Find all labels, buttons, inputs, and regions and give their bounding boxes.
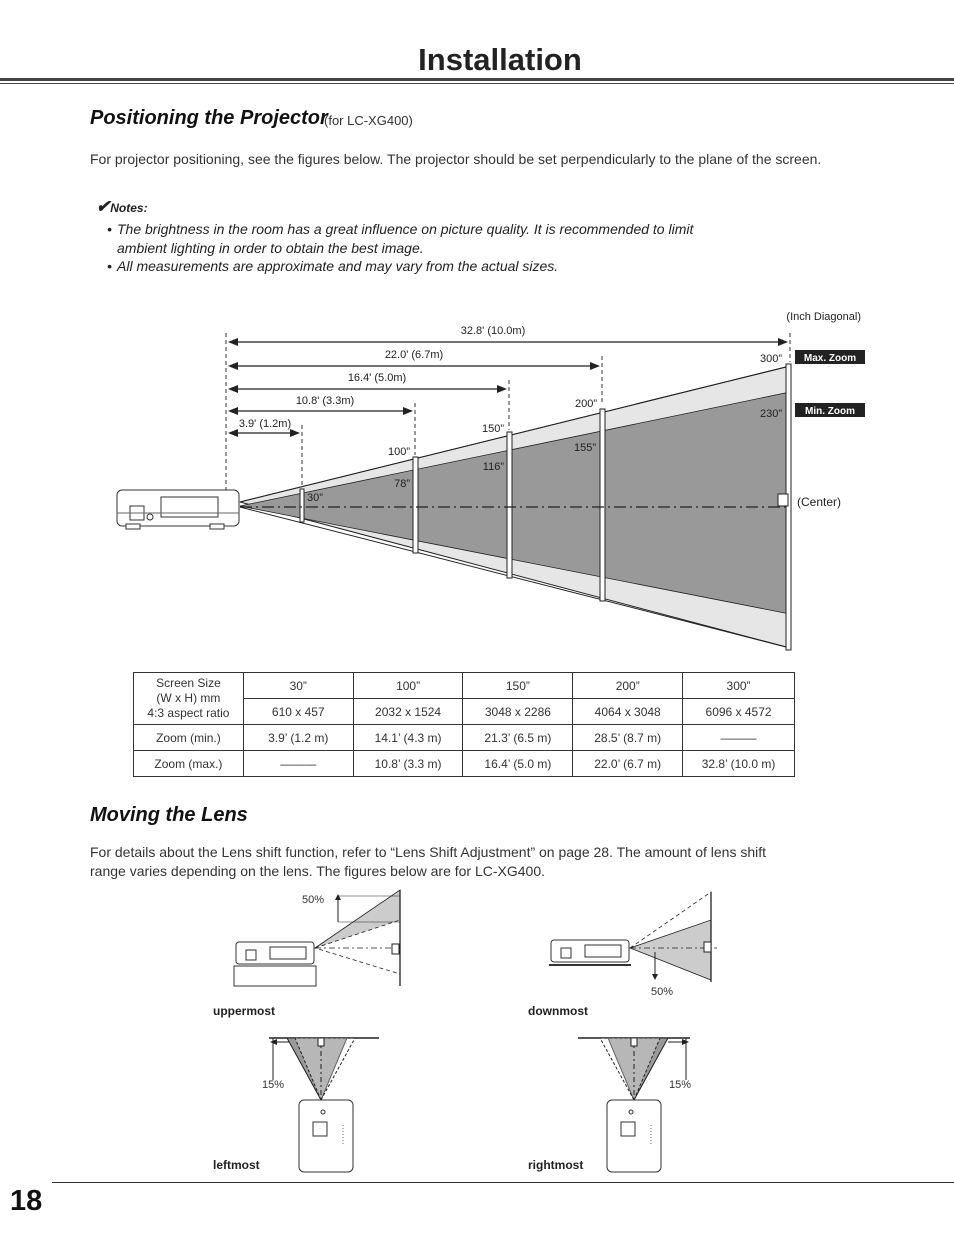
table-cell: 200” xyxy=(573,673,683,699)
table-cell: 32.8’ (10.0 m) xyxy=(683,751,795,777)
table-cell: 10.8’ (3.3 m) xyxy=(353,751,463,777)
title-rule xyxy=(0,78,954,81)
table-cell: 610 x 457 xyxy=(243,699,353,725)
table-cell: 150” xyxy=(463,673,573,699)
header-label-1: Screen Size xyxy=(156,676,221,690)
screen-30 xyxy=(300,489,304,522)
table-row xyxy=(134,725,795,751)
size-150: 150” xyxy=(481,423,504,435)
size-78: 78” xyxy=(394,478,410,490)
size-155: 155” xyxy=(573,442,596,454)
table-cell: 22.0’ (6.7 m) xyxy=(573,751,683,777)
distance-label-1: 32.8' (10.0m) xyxy=(460,325,526,337)
size-100: 100” xyxy=(387,446,410,458)
table-cell: 4064 x 3048 xyxy=(573,699,683,725)
screen-150 xyxy=(507,432,512,578)
distance-label-4: 10.8' (3.3m) xyxy=(295,395,355,407)
rightmost-figure xyxy=(568,1030,708,1175)
rightmost-percent: 15% xyxy=(669,1079,692,1091)
table-cell: 14.1’ (4.3 m) xyxy=(353,725,463,751)
table-row xyxy=(134,751,795,777)
notes-label: Notes: xyxy=(110,201,148,215)
table-header-cell xyxy=(134,673,244,725)
table-row xyxy=(134,673,795,699)
size-300: 300” xyxy=(759,353,782,365)
header-label-3: 4:3 aspect ratio xyxy=(147,706,230,720)
positioning-intro: For projector positioning, see the figures below. The projector should be set perpendicularly to the plane of the screen. xyxy=(90,151,822,167)
screen-200 xyxy=(600,409,605,601)
table-cell: Zoom (min.) xyxy=(134,725,244,751)
size-200: 200” xyxy=(574,398,597,410)
note-1-line-2: ambient lighting in order to obtain the best image. xyxy=(117,240,424,256)
lens-intro-line-2: range varies depending on the lens. The figures below are for LC-XG400. xyxy=(90,863,546,879)
lens-heading: Moving the Lens xyxy=(90,804,248,826)
note-1-line-1: The brightness in the room has a great influence on picture quality. It is recommended to limit xyxy=(117,221,694,237)
note-2: All measurements are approximate and may vary from the actual sizes. xyxy=(117,258,559,274)
table-cell: 300” xyxy=(683,673,795,699)
center-label: (Center) xyxy=(797,495,842,509)
distance-label-5: 3.9' (1.2m) xyxy=(238,418,292,430)
inch-diagonal-label: (Inch Diagonal) xyxy=(786,311,861,323)
table-cell: ——— xyxy=(683,725,795,751)
leftmost-percent: 15% xyxy=(262,1079,285,1091)
note-bullet-1: • xyxy=(107,221,112,237)
throw-distance-diagram xyxy=(0,290,954,660)
center-marker xyxy=(778,494,788,506)
screen-300 xyxy=(786,364,791,650)
max-zoom-label: Max. Zoom xyxy=(803,353,857,364)
rightmost-caption: rightmost xyxy=(528,1158,584,1172)
distance-label-2: 22.0' (6.7m) xyxy=(384,349,444,361)
header-label-2: (W x H) mm xyxy=(156,691,221,705)
uppermost-percent: 50% xyxy=(302,894,325,906)
title-rule-thin xyxy=(0,83,954,84)
table-cell: 3.9’ (1.2 m) xyxy=(243,725,353,751)
lens-intro-line-1: For details about the Lens shift function, refer to “Lens Shift Adjustment” on page 28. The amount of lens shift xyxy=(90,844,767,860)
table-cell: 30” xyxy=(243,673,353,699)
page-title: Installation xyxy=(418,42,582,77)
note-bullet-2: • xyxy=(107,258,112,274)
table-cell: 100” xyxy=(353,673,463,699)
table-cell: 3048 x 2286 xyxy=(463,699,573,725)
uppermost-caption: uppermost xyxy=(213,1004,276,1018)
table-cell: 6096 x 4572 xyxy=(683,699,795,725)
leftmost-caption: leftmost xyxy=(213,1158,260,1172)
table-cell: 16.4’ (5.0 m) xyxy=(463,751,573,777)
screen-100 xyxy=(413,457,418,553)
positioning-heading: Positioning the Projector xyxy=(90,107,328,129)
footer-rule xyxy=(52,1182,954,1183)
downmost-figure xyxy=(545,886,725,996)
size-230: 230” xyxy=(759,408,782,420)
table-cell: Zoom (max.) xyxy=(134,751,244,777)
positioning-model: (for LC-XG400) xyxy=(324,113,413,128)
downmost-caption: downmost xyxy=(528,1004,588,1018)
size-30: 30” xyxy=(307,492,323,504)
distance-label-3: 16.4' (5.0m) xyxy=(347,372,407,384)
checkmark-icon: ✔ xyxy=(96,197,111,216)
page-number: 18 xyxy=(10,1185,43,1217)
downmost-percent: 50% xyxy=(651,986,674,998)
table-cell: 2032 x 1524 xyxy=(353,699,463,725)
screen-size-table xyxy=(133,672,795,777)
notes-heading xyxy=(96,197,148,217)
leftmost-figure xyxy=(255,1030,395,1175)
min-zoom-label: Min. Zoom xyxy=(805,406,855,417)
table-cell: 28.5’ (8.7 m) xyxy=(573,725,683,751)
table-cell: ——— xyxy=(243,751,353,777)
table-cell: 21.3’ (6.5 m) xyxy=(463,725,573,751)
size-116: 116” xyxy=(482,461,504,473)
projector-side-view xyxy=(117,490,239,529)
